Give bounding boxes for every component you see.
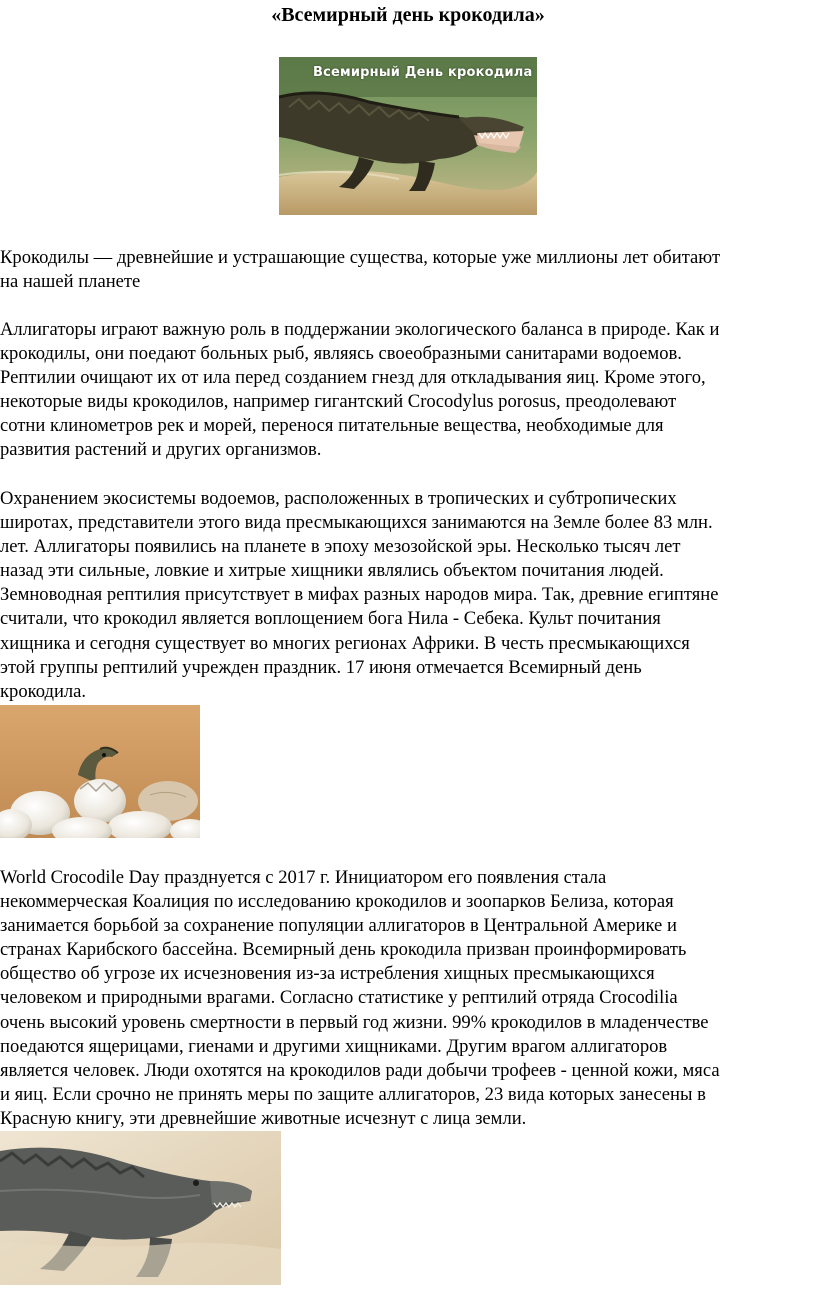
paragraph-line: лет. Аллигаторы появились на планете в эпоху мезозойской эры. Несколько тысяч лет (0, 536, 681, 558)
paragraph-line: World Crocodile Day празднуется с 2017 г. Инициатором его появления стала (0, 867, 607, 888)
paragraph-line: на нашей планете (0, 271, 141, 293)
paragraph-line: очень высокий уровень смертности в первый год жизни. 99% крокодилов в младенчестве (0, 1011, 709, 1033)
paragraph-line: человеком и природными врагами. Согласно статистике у рептилий отряда Crocodilia (0, 987, 678, 1009)
paragraph-line: Аллигаторы играют важную роль в поддержании экологического баланса в природе. Как и (0, 319, 720, 340)
paragraph-line: Земноводная рептилия присутствует в мифах разных народов мира. Так, древние египтяне (0, 584, 719, 606)
paragraph-line: этой группы рептилий учрежден праздник. 17 июня отмечается Всемирный день (0, 656, 642, 678)
paragraph-line: считали, что крокодил является воплощением бога Нила - Себека. Культ почитания (0, 608, 661, 630)
paragraph-line: хищника и сегодня существует во многих регионах Африки. В честь пресмыкающихся (0, 632, 690, 654)
paragraph-intro (0, 246, 816, 294)
paragraph-world-crocodile-day (0, 866, 816, 1131)
paragraph-line: крокодила. (0, 680, 87, 702)
alligator-sand-image (0, 1131, 281, 1285)
paragraph-line: Рептилии очищают их от ила перед созданием гнезд для откладывания яиц. Кроме этого, (0, 367, 706, 389)
paragraph-line: крокодилы, они поедают больных рыб, являясь своеобразными санитарами водоемов. (0, 343, 682, 365)
paragraph-line: Охранением экосистемы водоемов, расположенных в тропических и субтропических (0, 488, 677, 509)
paragraph-line: развития растений и других организмов. (0, 439, 322, 461)
paragraph-line: занимается борьбой за сохранение популяции аллигаторов в Центральной Америке и (0, 915, 677, 937)
header-image-caption: Всемирный День крокодила (313, 65, 533, 80)
paragraph-line: сотни клинометров рек и морей, перенося питательные вещества, необходимые для (0, 415, 664, 437)
crocodile-header-image (279, 57, 537, 215)
paragraph-line: Красную книгу, эти древнейшие животные исчезнут с лица земли. (0, 1107, 527, 1129)
paragraph-line: Крокодилы — древнейшие и устрашающие существа, которые уже миллионы лет обитают (0, 247, 721, 268)
page-title: «Всемирный день крокодила» (271, 4, 545, 26)
paragraph-line: странах Карибского бассейна. Всемирный день крокодила призван проинформировать (0, 939, 687, 961)
hatchling-eggs-image (0, 705, 200, 838)
paragraph-line: некоторые виды крокодилов, например гигантский Crocodylus porosus, преодолевают (0, 391, 677, 413)
paragraph-alligators-role (0, 318, 816, 463)
paragraph-line: поедаются ящерицами, гиенами и другими хищниками. Другим врагом аллигаторов (0, 1035, 668, 1057)
paragraph-line: является человек. Люди охотятся на крокодилов ради добычи трофеев - ценной кожи, мяса (0, 1059, 720, 1081)
paragraph-line: некоммерческая Коалиция по исследованию крокодилов и зоопарков Белиза, которая (0, 891, 674, 913)
paragraph-line: широтах, представители этого вида пресмыкающихся занимаются на Земле более 83 млн. (0, 512, 713, 534)
paragraph-history (0, 487, 816, 704)
paragraph-line: и яиц. Если срочно не принять меры по защите аллигаторов, 23 вида которых занесены в (0, 1083, 706, 1105)
paragraph-line: общество об угрозе их исчезновения из-за истребления хищных пресмыкающихся (0, 963, 655, 985)
paragraph-line: назад эти сильные, ловкие и хитрые хищники являлись объектом почитания людей. (0, 560, 664, 582)
